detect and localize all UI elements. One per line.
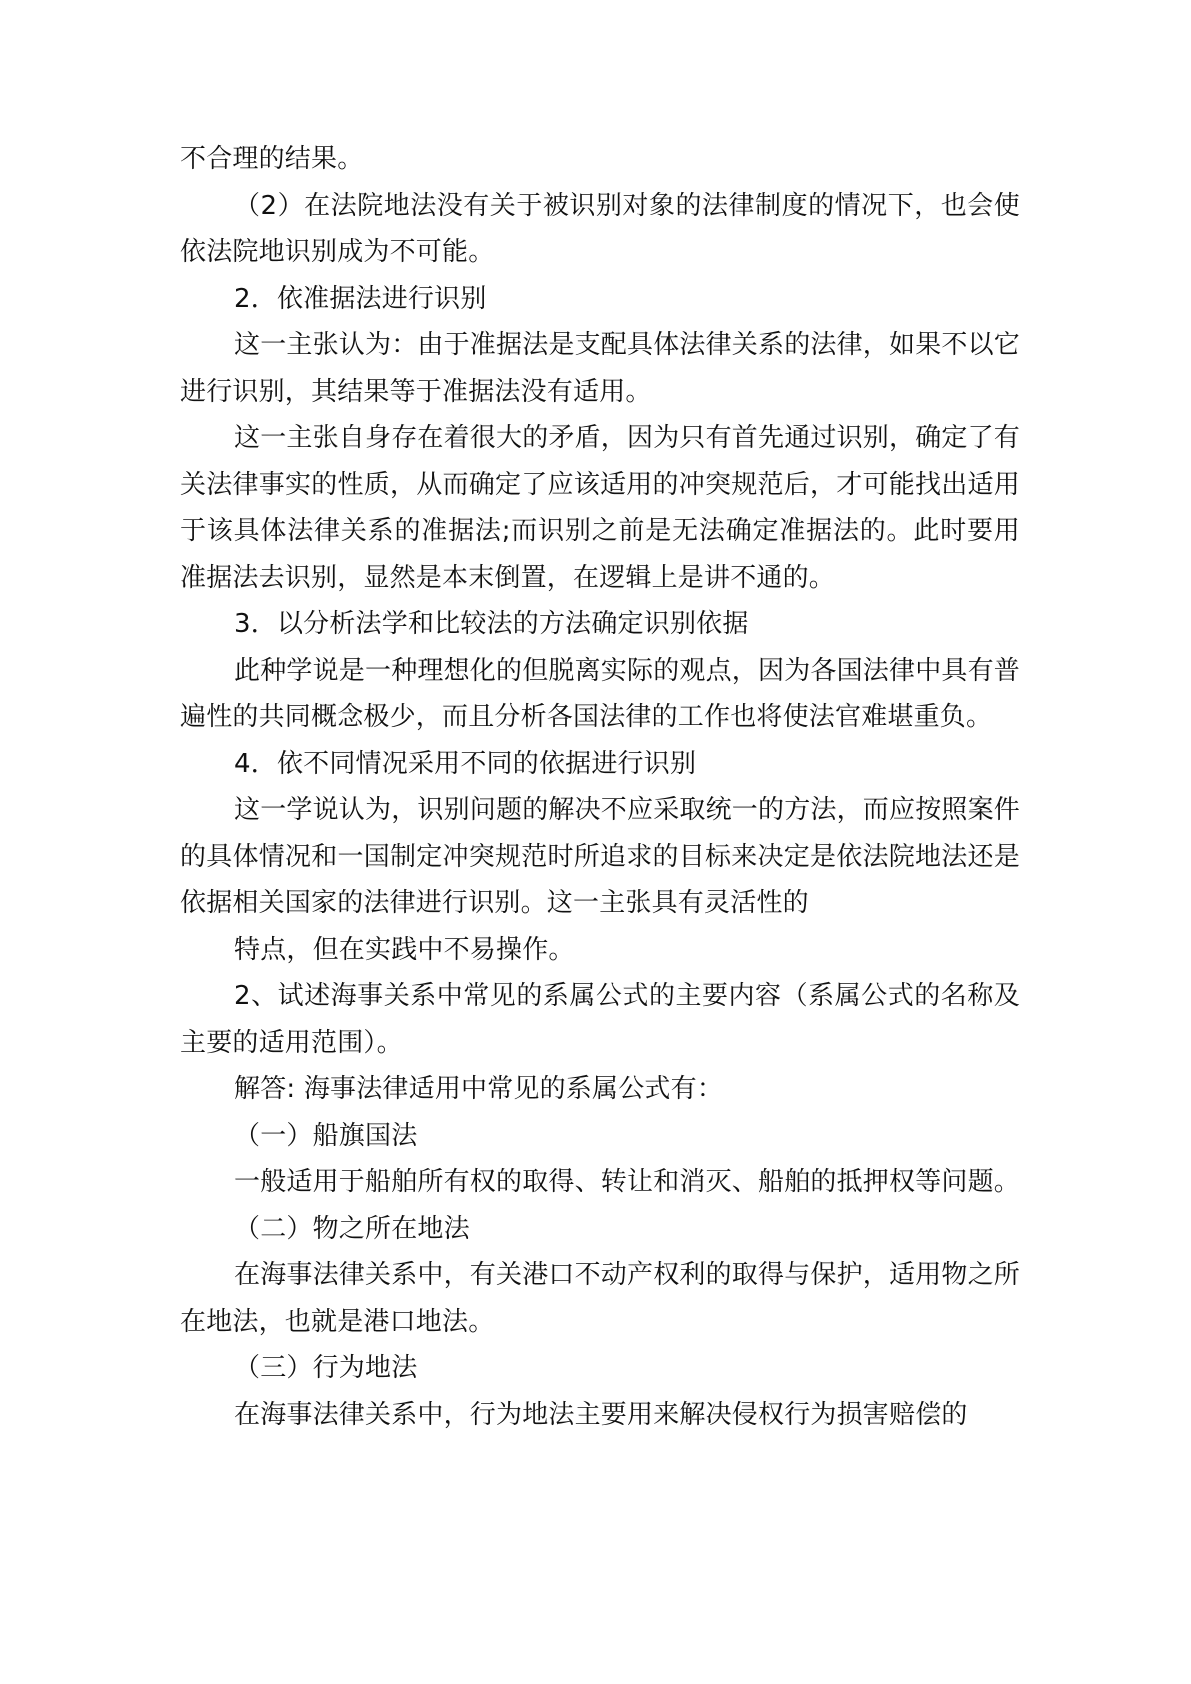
paragraph: 在海事法律关系中，有关港口不动产权利的取得与保护，适用物之所在地法，也就是港口地法。	[180, 1260, 1021, 1337]
question: 2、试述海事关系中常见的系属公式的主要内容（系属公式的名称及主要的适用范围）。	[180, 981, 1020, 1058]
section-heading: （二）物之所在地法	[234, 1213, 470, 1244]
paragraph: 不合理的结果。	[180, 144, 364, 174]
paragraph: 一般适用于船舶所有权的取得、转让和消灭、船舶的抵押权等问题。	[234, 1167, 1021, 1197]
paragraph: 在海事法律关系中，行为地法主要用来解决侵权行为损害赔偿的	[234, 1399, 968, 1430]
section-heading: （一）船旗国法	[234, 1120, 418, 1151]
answer-intro: 解答: 海事法律适用中常见的系属公式有：	[234, 1074, 724, 1104]
paragraph: 这一主张认为：由于准据法是支配具体法律关系的法律，如果不以它进行识别，其结果等于准据法没有适用。	[180, 330, 1021, 407]
paragraph: 这一主张自身存在着很大的矛盾，因为只有首先通过识别，确定了有关法律事实的性质，从而确定了应该适用的冲突规范后，才可能找出适用于该具体法律关系的准据法;而识别之前是无法确定准据法的。此时要用准据法去识别，显然是本末倒置，在逻辑上是讲不通的。	[180, 423, 1021, 593]
paragraph: （2）在法院地法没有关于被识别对象的法律制度的情况下，也会使依法院地识别成为不可能。	[180, 190, 1020, 267]
paragraph: 特点，但在实践中不易操作。	[234, 934, 575, 965]
section-heading: 3．以分析法学和比较法的方法确定识别依据	[234, 609, 749, 639]
document-body	[180, 136, 1020, 1438]
section-heading: （三）行为地法	[234, 1353, 418, 1383]
paragraph: 这一学说认为，识别问题的解决不应采取统一的方法，而应按照案件的具体情况和一国制定冲突规范时所追求的目标来决定是依法院地法还是依据相关国家的法律进行识别。这一主张具有灵活性的	[180, 795, 1021, 918]
paragraph: 此种学说是一种理想化的但脱离实际的观点，因为各国法律中具有普遍性的共同概念极少，而且分析各国法律的工作也将使法官难堪重负。	[180, 655, 1021, 732]
section-heading: 2．依准据法进行识别	[234, 283, 487, 314]
section-heading: 4．依不同情况采用不同的依据进行识别	[234, 748, 697, 779]
